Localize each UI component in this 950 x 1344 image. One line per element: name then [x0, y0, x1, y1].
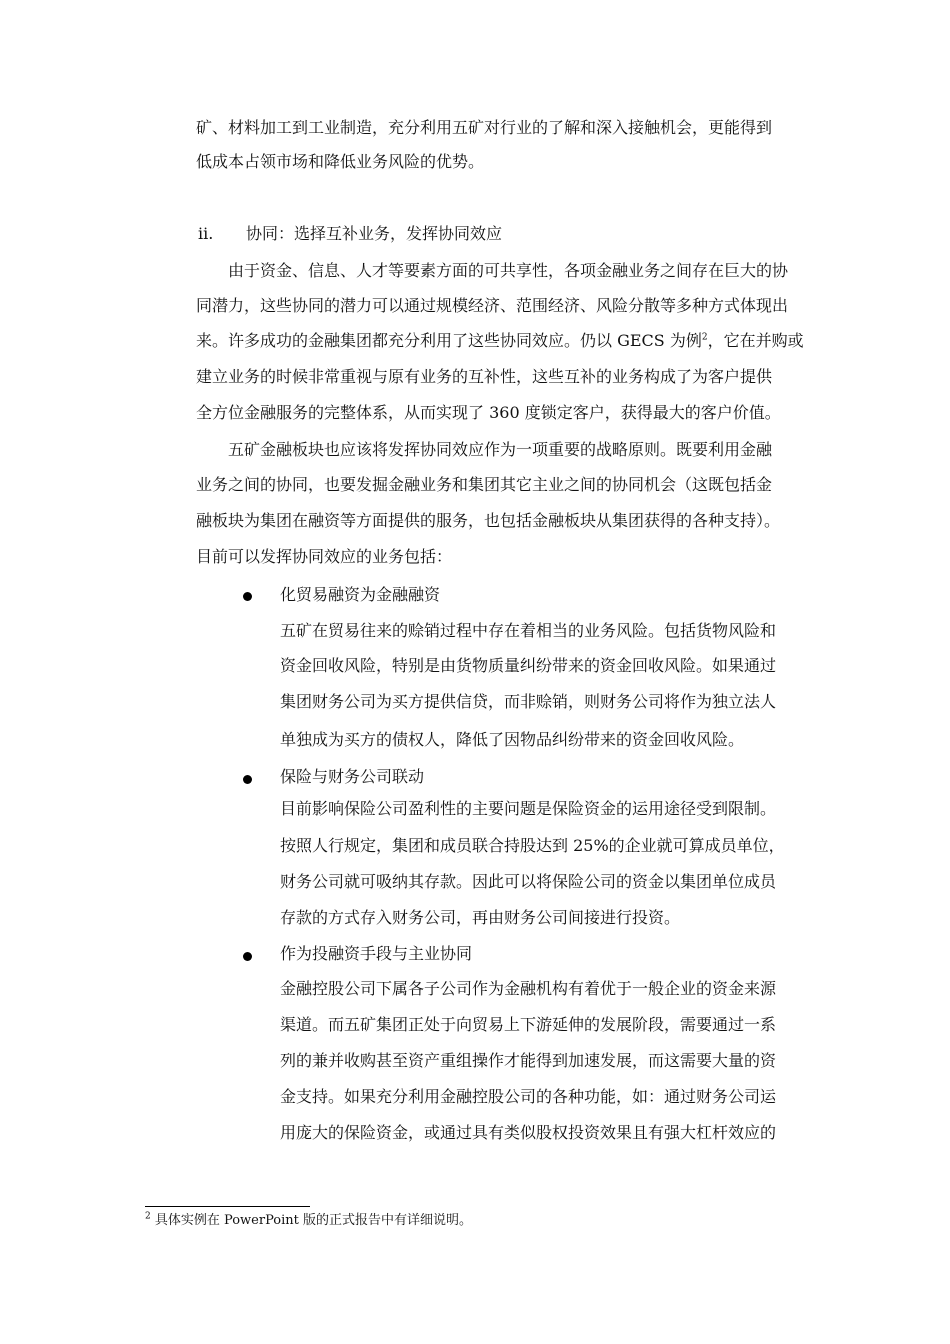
para1-line-4: 建立业务的时候非常重视与原有业务的互补性，这些互补的业务构成了为客户提供 [196, 367, 773, 386]
para1-line-2: 同潜力，这些协同的潜力可以通过规模经济、范围经济、风险分散等多种方式体现出 [196, 296, 789, 315]
section-title: 协同：选择互补业务，发挥协同效应 [246, 224, 503, 243]
bullet-3-line-3: 列的兼并收购甚至资产重组操作才能得到加速发展，而这需要大量的资 [280, 1051, 777, 1070]
bullet-1-line-1: 五矿在贸易往来的赊销过程中存在着相当的业务风险。包括货物风险和 [280, 621, 777, 640]
para2-line-3: 融板块为集团在融资等方面提供的服务，也包括金融板块从集团获得的各种支持）。 [196, 511, 781, 530]
bullet-3-line-4: 金支持。如果充分利用金融控股公司的各种功能，如：通过财务公司运 [280, 1087, 777, 1106]
para1-line-1: 由于资金、信息、人才等要素方面的可共享性，各项金融业务之间存在巨大的协 [228, 261, 789, 280]
para2-line-2: 业务之间的协同，也要发掘金融业务和集团其它主业之间的协同机会（这既包括金 [196, 475, 773, 494]
bullet-3-line-2: 渠道。而五矿集团正处于向贸易上下游延伸的发展阶段，需要通过一系 [280, 1015, 777, 1034]
bullet-dot-2 [243, 775, 252, 784]
footnote-ref: 2 [701, 332, 708, 343]
para1-line-3-tail: ，它在并购或 [707, 331, 804, 350]
bullet-1-line-4: 单独成为买方的债权人，降低了因物品纠纷带来的资金回收风险。 [280, 730, 745, 749]
footnote-marker: 2 [145, 1211, 151, 1222]
bullet-2-line-4: 存款的方式存入财务公司，再由财务公司间接进行投资。 [280, 908, 681, 927]
section-marker: ii. [198, 224, 214, 243]
para1-line-3-text: 来。许多成功的金融集团都充分利用了这些协同效应。仍以 GECS 为例 [196, 331, 702, 350]
bullet-1-line-2: 资金回收风险，特别是由货物质量纠纷带来的资金回收风险。如果通过 [280, 656, 777, 675]
bullet-dot-3 [243, 952, 252, 961]
bullet-title-2: 保险与财务公司联动 [280, 767, 425, 786]
bullet-dot-1 [243, 592, 252, 601]
bullet-2-line-2: 按照人行规定，集团和成员联合持股达到 25%的企业就可算成员单位， [280, 836, 785, 855]
bullet-1-line-3: 集团财务公司为买方提供信贷，而非赊销，则财务公司将作为独立法人 [280, 692, 777, 711]
bullet-3-line-5: 用庞大的保险资金，或通过具有类似股权投资效果且有强大杠杆效应的 [280, 1123, 777, 1142]
bullet-title-3: 作为投融资手段与主业协同 [280, 944, 473, 963]
bullet-title-1: 化贸易融资为金融融资 [280, 585, 441, 604]
para2-line-4: 目前可以发挥协同效应的业务包括： [196, 547, 453, 566]
footnote-text: 具体实例在 PowerPoint 版的正式报告中有详细说明。 [150, 1213, 473, 1228]
intro-line-1: 矿、材料加工到工业制造，充分利用五矿对行业的了解和深入接触机会，更能得到 [196, 118, 773, 137]
para1-line-3 [196, 331, 804, 351]
para2-line-1: 五矿金融板块也应该将发挥协同效应作为一项重要的战略原则。既要利用金融 [228, 440, 773, 459]
bullet-2-line-3: 财务公司就可吸纳其存款。因此可以将保险公司的资金以集团单位成员 [280, 872, 777, 891]
footnote-separator [145, 1206, 310, 1207]
bullet-2-line-1: 目前影响保险公司盈利性的主要问题是保险资金的运用途径受到限制。 [280, 799, 777, 818]
para1-line-5: 全方位金融服务的完整体系，从而实现了 360 度锁定客户，获得最大的客户价值。 [196, 403, 781, 422]
intro-line-2: 低成本占领市场和降低业务风险的优势。 [196, 152, 485, 171]
footnote [145, 1213, 472, 1229]
bullet-3-line-1: 金融控股公司下属各子公司作为金融机构有着优于一般企业的资金来源 [280, 979, 777, 998]
